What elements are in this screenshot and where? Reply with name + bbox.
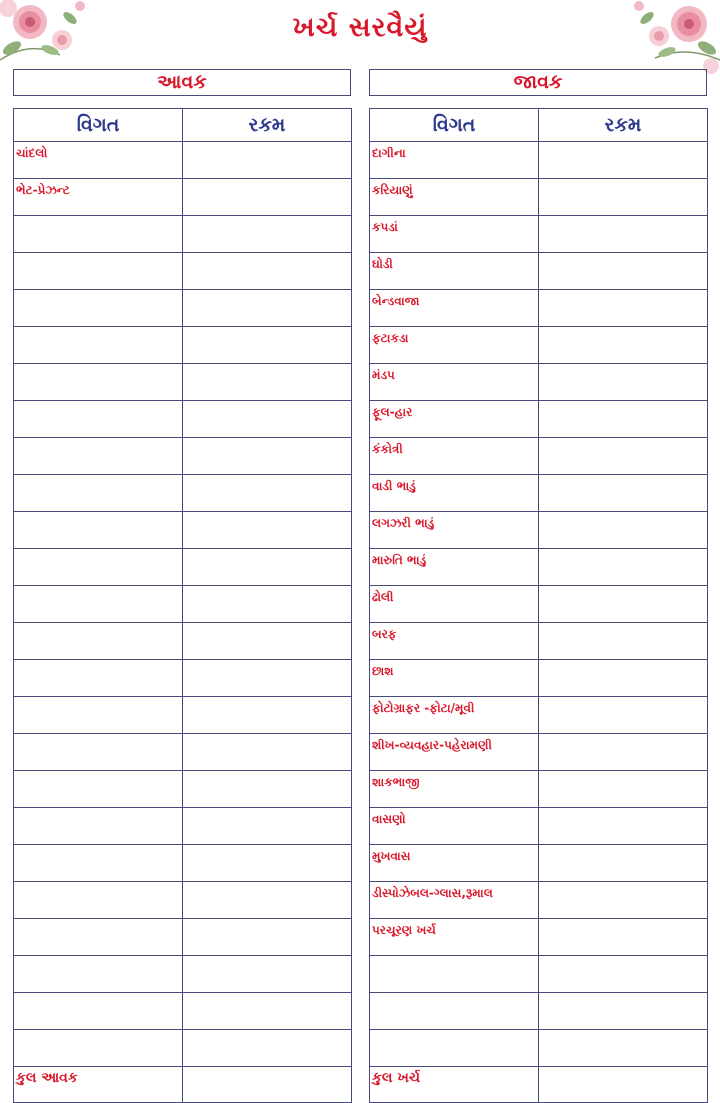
table-row bbox=[370, 586, 708, 623]
table-row bbox=[14, 327, 352, 364]
expense-amount-cell[interactable] bbox=[539, 586, 708, 623]
expense-amount-cell[interactable] bbox=[539, 956, 708, 993]
page-title: ખર્ચ સરવૈયું bbox=[292, 12, 428, 43]
expense-amount-cell[interactable] bbox=[539, 771, 708, 808]
income-item-label bbox=[14, 956, 183, 993]
expense-item-label: બેન્ડવાજા bbox=[370, 290, 539, 327]
expense-amount-cell[interactable] bbox=[539, 364, 708, 401]
table-row bbox=[14, 216, 352, 253]
income-item-label bbox=[14, 253, 183, 290]
income-amount-cell[interactable] bbox=[183, 549, 352, 586]
expense-item-label: શીખ-વ્યવહાર-પહેરામણી bbox=[370, 734, 539, 771]
income-item-label bbox=[14, 216, 183, 253]
income-heading: આવક bbox=[13, 69, 351, 96]
income-item-label bbox=[14, 697, 183, 734]
table-row bbox=[14, 142, 352, 179]
income-item-label bbox=[14, 364, 183, 401]
expense-total-label: કુલ ખર્ચ bbox=[370, 1067, 539, 1103]
income-item-label bbox=[14, 512, 183, 549]
table-row bbox=[14, 771, 352, 808]
expense-item-label: કપડાં bbox=[370, 216, 539, 253]
table-row bbox=[370, 364, 708, 401]
expense-item-label: મુખવાસ bbox=[370, 845, 539, 882]
table-row bbox=[14, 845, 352, 882]
expense-item-label: ઘોડી bbox=[370, 253, 539, 290]
expense-item-label: શાકભાજી bbox=[370, 771, 539, 808]
expense-amount-cell[interactable] bbox=[539, 290, 708, 327]
expense-amount-cell[interactable] bbox=[539, 882, 708, 919]
income-item-label: ચાંદલો bbox=[14, 142, 183, 179]
income-amount-cell[interactable] bbox=[183, 697, 352, 734]
expense-item-label bbox=[370, 1030, 539, 1067]
table-row bbox=[370, 845, 708, 882]
income-total-amount-cell[interactable] bbox=[183, 1067, 352, 1103]
expense-item-label: છાશ bbox=[370, 660, 539, 697]
expense-item-label: ફોટોગ્રાફર -ફોટા/મૂવી bbox=[370, 697, 539, 734]
expense-item-label: મંડપ bbox=[370, 364, 539, 401]
income-item-label: ભેટ-પ્રેઝન્ટ bbox=[14, 179, 183, 216]
expense-amount-cell[interactable] bbox=[539, 808, 708, 845]
income-item-label bbox=[14, 290, 183, 327]
expense-item-label bbox=[370, 993, 539, 1030]
table-row bbox=[14, 993, 352, 1030]
income-item-label bbox=[14, 1030, 183, 1067]
table-row bbox=[14, 660, 352, 697]
income-amount-cell[interactable] bbox=[183, 919, 352, 956]
table-row bbox=[14, 512, 352, 549]
expense-amount-cell[interactable] bbox=[539, 179, 708, 216]
expense-item-label: કંકોત્રી bbox=[370, 438, 539, 475]
table-row bbox=[14, 290, 352, 327]
table-row bbox=[370, 327, 708, 364]
income-table bbox=[13, 108, 352, 1103]
expense-amount-cell[interactable] bbox=[539, 438, 708, 475]
income-col-detail: વિગત bbox=[14, 109, 183, 142]
income-amount-cell[interactable] bbox=[183, 623, 352, 660]
expense-col-amount: રકમ bbox=[539, 109, 708, 142]
expense-heading: જાવક bbox=[369, 69, 707, 96]
expense-item-label bbox=[370, 956, 539, 993]
income-item-label bbox=[14, 623, 183, 660]
income-amount-cell[interactable] bbox=[183, 438, 352, 475]
income-amount-cell[interactable] bbox=[183, 845, 352, 882]
table-row bbox=[370, 660, 708, 697]
table-row bbox=[370, 882, 708, 919]
table-row bbox=[370, 290, 708, 327]
expense-amount-cell[interactable] bbox=[539, 1030, 708, 1067]
income-item-label bbox=[14, 549, 183, 586]
income-item-label bbox=[14, 993, 183, 1030]
income-item-label bbox=[14, 919, 183, 956]
table-row bbox=[14, 1030, 352, 1067]
table-row bbox=[370, 771, 708, 808]
expense-amount-cell[interactable] bbox=[539, 623, 708, 660]
income-amount-cell[interactable] bbox=[183, 364, 352, 401]
expense-item-label: ઢોલી bbox=[370, 586, 539, 623]
income-item-label bbox=[14, 401, 183, 438]
expense-item-label: દાગીના bbox=[370, 142, 539, 179]
expense-item-label: ફટાકડા bbox=[370, 327, 539, 364]
income-item-label bbox=[14, 771, 183, 808]
income-amount-cell[interactable] bbox=[183, 327, 352, 364]
table-row bbox=[14, 549, 352, 586]
income-total-label: કુલ આવક bbox=[14, 1067, 183, 1103]
expense-amount-cell[interactable] bbox=[539, 512, 708, 549]
expense-item-label: ડીસ્પોઝેબલ-ગ્લાસ,રૂમાલ bbox=[370, 882, 539, 919]
expense-amount-cell[interactable] bbox=[539, 549, 708, 586]
income-item-label bbox=[14, 475, 183, 512]
income-amount-cell[interactable] bbox=[183, 808, 352, 845]
table-row bbox=[14, 438, 352, 475]
table-row bbox=[14, 401, 352, 438]
income-amount-cell[interactable] bbox=[183, 179, 352, 216]
expense-total-amount-cell[interactable] bbox=[539, 1067, 708, 1103]
expense-amount-cell[interactable] bbox=[539, 142, 708, 179]
table-row bbox=[14, 697, 352, 734]
income-amount-cell[interactable] bbox=[183, 993, 352, 1030]
table-row bbox=[370, 956, 708, 993]
expense-item-label: કરિયાણું bbox=[370, 179, 539, 216]
table-row bbox=[14, 586, 352, 623]
table-row bbox=[370, 179, 708, 216]
table-row bbox=[370, 475, 708, 512]
income-total-row bbox=[14, 1067, 352, 1103]
income-col-amount: રકમ bbox=[183, 109, 352, 142]
income-header-row bbox=[14, 109, 352, 142]
table-row bbox=[370, 512, 708, 549]
table-row bbox=[370, 697, 708, 734]
income-amount-cell[interactable] bbox=[183, 512, 352, 549]
income-amount-cell[interactable] bbox=[183, 401, 352, 438]
expense-item-label: લગઝરી ભાડું bbox=[370, 512, 539, 549]
income-amount-cell[interactable] bbox=[183, 1030, 352, 1067]
income-item-label bbox=[14, 734, 183, 771]
table-row bbox=[14, 253, 352, 290]
expense-amount-cell[interactable] bbox=[539, 660, 708, 697]
income-amount-cell[interactable] bbox=[183, 660, 352, 697]
table-row bbox=[370, 623, 708, 660]
expense-amount-cell[interactable] bbox=[539, 919, 708, 956]
table-row bbox=[370, 438, 708, 475]
table-row bbox=[14, 882, 352, 919]
table-row bbox=[370, 919, 708, 956]
income-amount-cell[interactable] bbox=[183, 882, 352, 919]
expense-col-detail: વિગત bbox=[370, 109, 539, 142]
table-row bbox=[370, 808, 708, 845]
table-row bbox=[370, 1030, 708, 1067]
income-item-label bbox=[14, 586, 183, 623]
expense-amount-cell[interactable] bbox=[539, 401, 708, 438]
table-row bbox=[14, 179, 352, 216]
expense-amount-cell[interactable] bbox=[539, 327, 708, 364]
income-amount-cell[interactable] bbox=[183, 253, 352, 290]
table-row bbox=[370, 993, 708, 1030]
income-amount-cell[interactable] bbox=[183, 216, 352, 253]
expense-amount-cell[interactable] bbox=[539, 253, 708, 290]
income-amount-cell[interactable] bbox=[183, 771, 352, 808]
table-row bbox=[370, 549, 708, 586]
table-row bbox=[14, 475, 352, 512]
expense-amount-cell[interactable] bbox=[539, 734, 708, 771]
income-item-label bbox=[14, 808, 183, 845]
income-item-label bbox=[14, 438, 183, 475]
expense-amount-cell[interactable] bbox=[539, 475, 708, 512]
table-row bbox=[14, 364, 352, 401]
expense-amount-cell[interactable] bbox=[539, 845, 708, 882]
income-amount-cell[interactable] bbox=[183, 956, 352, 993]
table-row bbox=[370, 253, 708, 290]
table-row bbox=[370, 734, 708, 771]
table-row bbox=[14, 919, 352, 956]
table-row bbox=[370, 142, 708, 179]
expense-item-label: પરચૂરણ ખર્ચ bbox=[370, 919, 539, 956]
table-row bbox=[14, 808, 352, 845]
table-row bbox=[14, 734, 352, 771]
expense-item-label: ફૂલ-હાર bbox=[370, 401, 539, 438]
expense-item-label: બરફ bbox=[370, 623, 539, 660]
table-row bbox=[370, 401, 708, 438]
income-amount-cell[interactable] bbox=[183, 734, 352, 771]
income-amount-cell[interactable] bbox=[183, 142, 352, 179]
expense-item-label: વાસણો bbox=[370, 808, 539, 845]
table-row bbox=[370, 216, 708, 253]
income-amount-cell[interactable] bbox=[183, 290, 352, 327]
expense-header-row bbox=[370, 109, 708, 142]
expense-item-label: વાડી ભાડું bbox=[370, 475, 539, 512]
table-row bbox=[14, 956, 352, 993]
income-item-label bbox=[14, 327, 183, 364]
expense-amount-cell[interactable] bbox=[539, 697, 708, 734]
income-item-label bbox=[14, 882, 183, 919]
expense-total-row bbox=[370, 1067, 708, 1103]
expense-amount-cell[interactable] bbox=[539, 993, 708, 1030]
income-item-label bbox=[14, 845, 183, 882]
table-row bbox=[14, 623, 352, 660]
income-item-label bbox=[14, 660, 183, 697]
expense-item-label: મારુતિ ભાડું bbox=[370, 549, 539, 586]
income-amount-cell[interactable] bbox=[183, 475, 352, 512]
expense-amount-cell[interactable] bbox=[539, 216, 708, 253]
income-amount-cell[interactable] bbox=[183, 586, 352, 623]
expense-table bbox=[369, 108, 708, 1103]
